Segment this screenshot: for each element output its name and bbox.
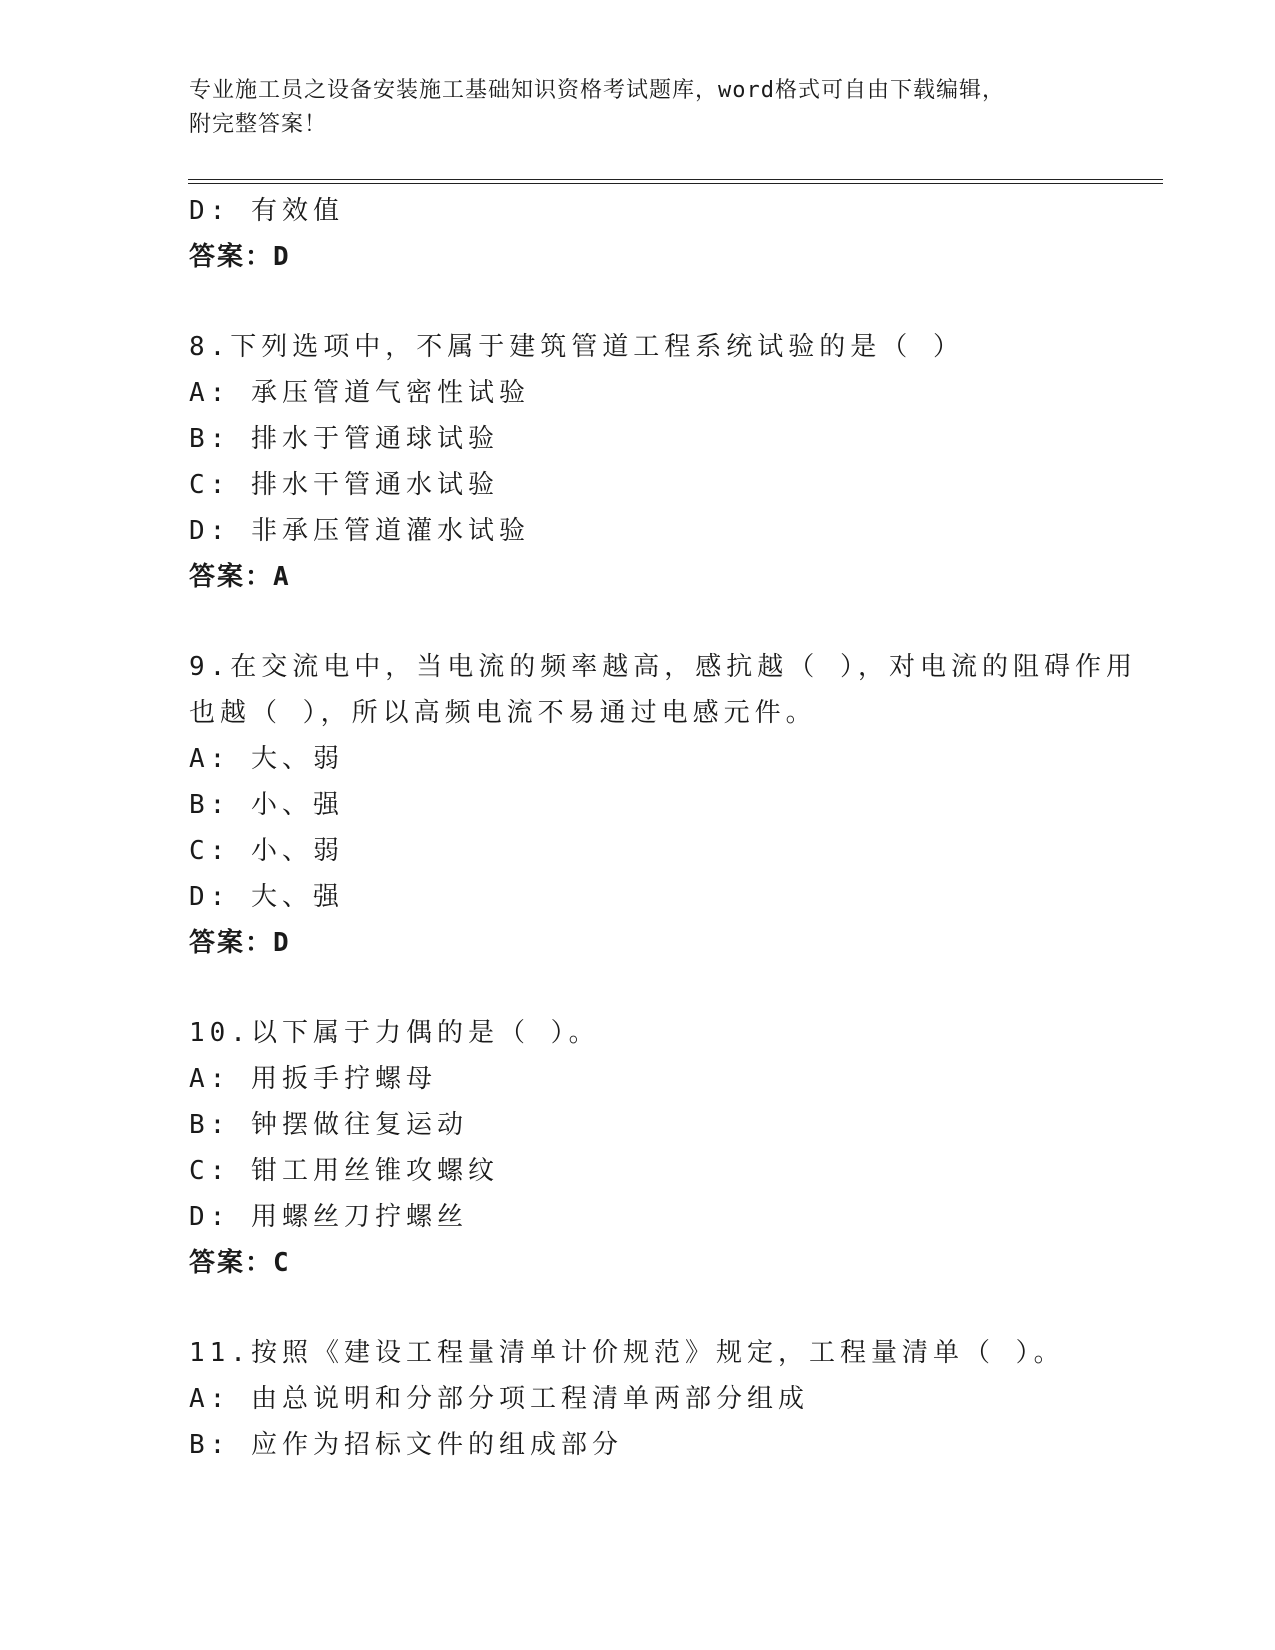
option-b: B: 排水于管通球试验 (189, 424, 499, 454)
option-a: A: 用扳手拧螺母 (189, 1064, 437, 1094)
option-b: B: 钟摆做往复运动 (189, 1110, 468, 1140)
answer-label: 答案：D (189, 928, 291, 958)
header-line-2: 附完整答案！ (189, 112, 328, 137)
option-c: C: 小、弱 (189, 836, 344, 866)
question-stem: 8.下列选项中，不属于建筑管道工程系统试验的是（ ） (189, 332, 964, 362)
question-item (189, 324, 1149, 600)
question-item (189, 1010, 1149, 1286)
option-d: D: 非承压管道灌水试验 (189, 516, 530, 546)
option-b: B: 小、强 (189, 790, 344, 820)
answer-label: 答案：C (189, 1248, 291, 1278)
option-c: C: 钳工用丝锥攻螺纹 (189, 1156, 499, 1186)
question-stem: 11.按照《建设工程量清单计价规范》规定，工程量清单（ ）。 (189, 1338, 1065, 1368)
option-b: B: 应作为招标文件的组成部分 (189, 1430, 623, 1460)
answer-label: 答案：D (189, 242, 291, 272)
question-item (189, 1330, 1149, 1468)
option-d: D: 有效值 (189, 196, 344, 226)
question-stem-continued: 也越（ ），所以高频电流不易通过电感元件。 (189, 698, 817, 728)
answer-label: 答案：A (189, 562, 291, 592)
document-header (189, 74, 1089, 142)
option-a: A: 承压管道气密性试验 (189, 378, 530, 408)
question-item (189, 644, 1149, 966)
question-list (189, 188, 1149, 1468)
option-d: D: 用螺丝刀拧螺丝 (189, 1202, 468, 1232)
option-a: A: 大、弱 (189, 744, 344, 774)
option-a: A: 由总说明和分部分项工程清单两部分组成 (189, 1384, 809, 1414)
question-stem: 10.以下属于力偶的是（ ）。 (189, 1018, 600, 1048)
question-stem: 9.在交流电中，当电流的频率越高，感抗越（ ），对电流的阻碍作用 (189, 652, 1137, 682)
header-divider (188, 179, 1163, 184)
option-c: C: 排水干管通水试验 (189, 470, 499, 500)
option-d: D: 大、强 (189, 882, 344, 912)
header-line-1: 专业施工员之设备安装施工基础知识资格考试题库，word格式可自由下载编辑， (189, 78, 1005, 103)
